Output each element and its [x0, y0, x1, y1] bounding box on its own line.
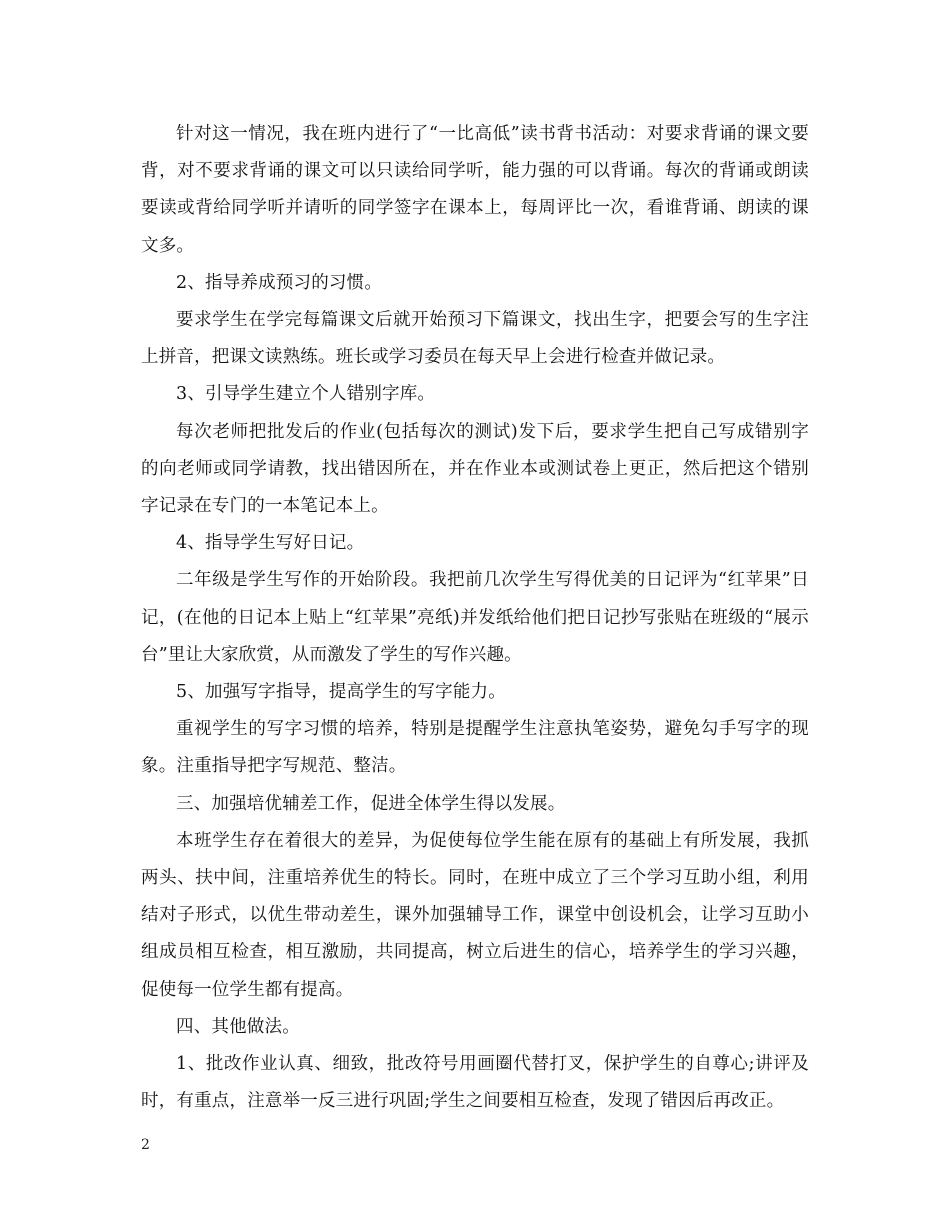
heading-tutoring: 三、加强培优辅差工作，促进全体学生得以发展。 — [176, 793, 566, 814]
heading-preview-habit: 2、指导养成预习的习惯。 — [176, 272, 383, 293]
heading-other-methods: 四、其他做法。 — [176, 1016, 300, 1037]
paragraph-homework-correction: 1、批改作业认真、细致，批改符号用画圈代替打叉，保护学生的自尊心;讲评及时，有重点，注意举一反三进行巩固;学生之间要相互检查，发现了错因后再改正。 — [141, 1054, 809, 1112]
paragraph-tutoring: 本班学生存在着很大的差异，为促使每位学生能在原有的基础上有所发展，我抓两头、扶中间，注重培养优生的特长。同时，在班中成立了三个学习互助小组，利用结对子形式，以优生带动差生，课外加强辅导工作，课堂中创设机会，让学习互助小组成员相互检查，相互激励，共同提高，树立后进生的信心，培养学生的学习兴趣，促使每一位学生都有提高。 — [141, 830, 809, 1000]
document-body — [141, 116, 809, 1120]
heading-handwriting: 5、加强写字指导，提高学生的写字能力。 — [176, 682, 506, 703]
heading-diary: 4、指导学生写好日记。 — [176, 533, 365, 554]
paragraph-diary: 二年级是学生写作的开始阶段。我把前几次学生写得优美的日记评为“红苹果”日记，(在他的日记本上贴上“红苹果”亮纸)并发纸给他们把日记抄写张贴在班级的“展示台”里让大家欣赏，从而激发了学生的写作兴趣。 — [141, 570, 809, 665]
paragraph-typo-library: 每次老师把批发后的作业(包括每次的测试)发下后，要求学生把自己写成错别字的向老师或同学请教，找出错因所在，并在作业本或测试卷上更正，然后把这个错别字记录在专门的一本笔记本上。 — [141, 421, 809, 517]
page-number: 2 — [141, 1137, 150, 1153]
paragraph-reading-activity: 针对这一情况，我在班内进行了“一比高低”读书背书活动：对要求背诵的课文要背，对不要求背诵的课文可以只读给同学听，能力强的可以背诵。每次的背诵或朗读要读或背给同学听并请听的同学签字在课本上，每周评比一次，看谁背诵、朗读的课文多。 — [141, 124, 809, 256]
heading-typo-library: 3、引导学生建立个人错别字库。 — [176, 384, 436, 405]
paragraph-handwriting: 重视学生的写字习惯的培养，特别是提醒学生注意执笔姿势，避免勾手写字的现象。注重指导把字写规范、整洁。 — [141, 719, 809, 777]
paragraph-preview-habit: 要求学生在学完每篇课文后就开始预习下篇课文，找出生字，把要会写的生字注上拼音，把课文读熟练。班长或学习委员在每天早上会进行检查并做记录。 — [141, 310, 809, 368]
